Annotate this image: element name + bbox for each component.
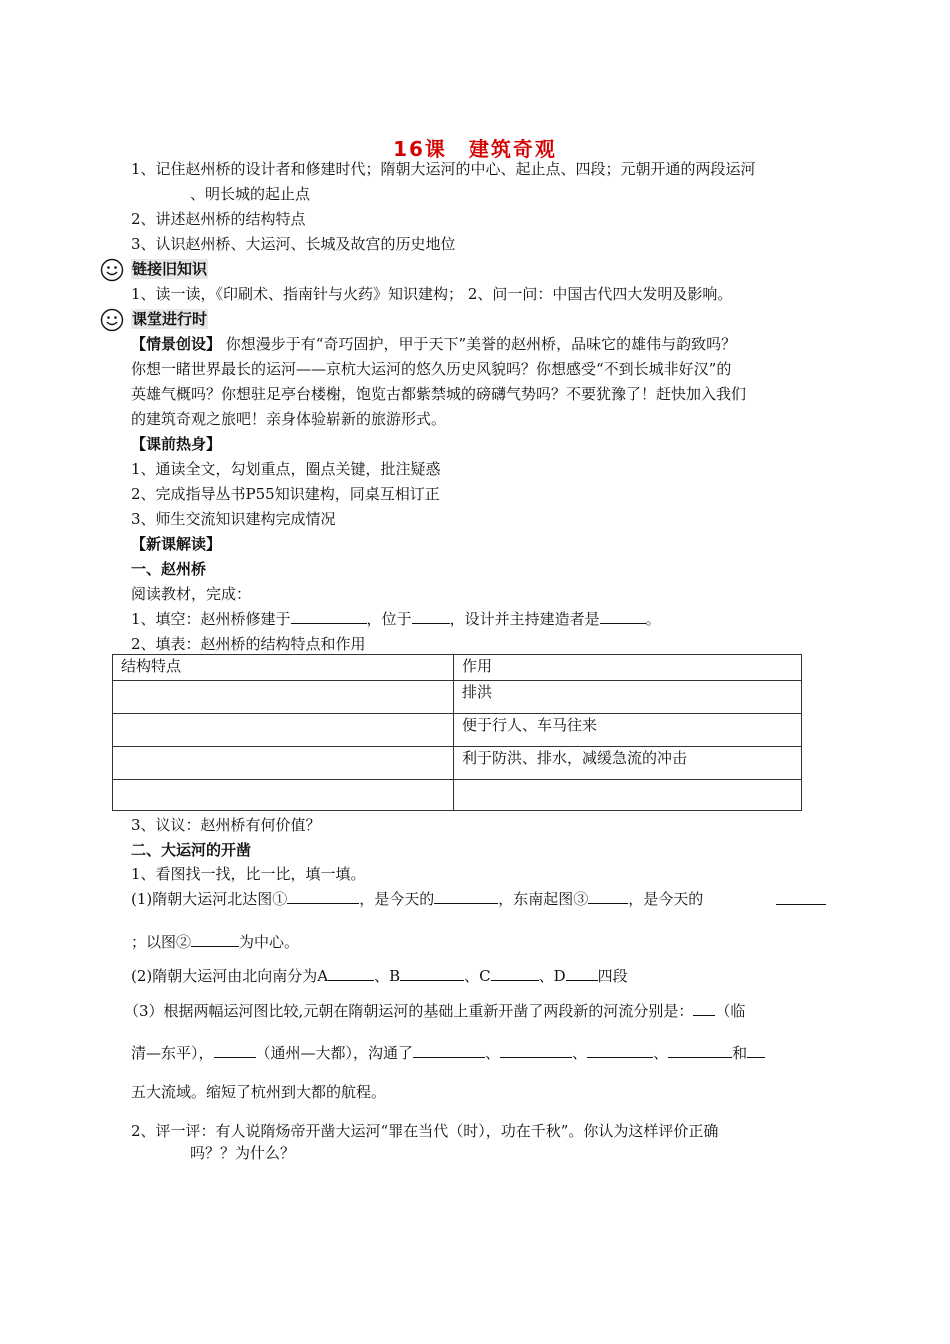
answer-blank[interactable]	[600, 609, 646, 624]
q3-sep: 、	[485, 1044, 501, 1062]
answer-blank[interactable]	[491, 966, 539, 981]
look-instruction: 1、看图找一找，比一比，填一填。	[131, 865, 366, 883]
objective-1-line2: 、明长城的起止点	[190, 185, 311, 203]
answer-blank[interactable]	[500, 1043, 572, 1058]
warmup-item-2: 2、完成指导丛书P55知识建构，同桌互相订正	[131, 485, 440, 503]
table-cell: 便于行人、车马往来	[454, 714, 802, 747]
q3-text-2b: （通州—大都），沟通了	[255, 1044, 414, 1062]
table-cell[interactable]	[113, 747, 454, 780]
objective-3: 3、认识赵州桥、大运河、长城及故宫的历史地位	[131, 235, 456, 253]
evaluate-question-line1: 2、评一评：有人说隋炀帝开凿大运河“罪在当代（时），功在千秋”。你认为这样评价正确	[131, 1122, 719, 1140]
fill1-text-a: 1、填空：赵州桥修建于	[131, 610, 291, 628]
answer-blank[interactable]	[191, 932, 239, 947]
answer-blank[interactable]	[588, 889, 628, 904]
table-row	[113, 747, 802, 780]
table-row	[113, 714, 802, 747]
answer-blank[interactable]	[587, 1043, 653, 1058]
q2-text-a: (2)隋朝大运河由北向南分为A	[131, 967, 329, 985]
warmup-label: 【课前热身】	[131, 435, 222, 453]
q3-sep: 、	[572, 1044, 588, 1062]
page-title: 16课 建筑奇观	[393, 137, 557, 161]
warmup-item-1: 1、通读全文，勾划重点，圈点关键，批注疑惑	[131, 460, 441, 478]
answer-blank[interactable]	[287, 889, 359, 904]
smiley-icon	[100, 308, 124, 332]
canal-question-3-line3: 五大流域。缩短了杭州到大都的航程。	[131, 1083, 387, 1101]
bridge-structure-table	[112, 654, 802, 811]
q3-sep: 、	[653, 1044, 669, 1062]
section-1-title: 一、赵州桥	[131, 560, 207, 578]
table-header-cell: 结构特点	[113, 655, 454, 681]
scenario-text-1: 你想漫步于有“奇巧固护，甲于天下”美誉的赵州桥，品味它的雄伟与韵致吗？	[221, 335, 737, 353]
fill-question-2: 2、填表：赵州桥的结构特点和作用	[131, 635, 366, 653]
scenario-line1	[131, 334, 736, 354]
q1-text-f: 为中心。	[239, 933, 300, 951]
answer-blank[interactable]	[412, 609, 450, 624]
new-lesson-label: 【新课解读】	[131, 535, 222, 553]
table-header-cell: 作用	[454, 655, 802, 681]
q2-text-d: 、D	[538, 967, 566, 985]
table-row	[113, 681, 802, 714]
q3-text-2d: 和	[732, 1044, 748, 1062]
canal-question-2	[131, 966, 628, 986]
table-header-row	[113, 655, 802, 681]
answer-blank[interactable]	[566, 966, 598, 981]
smiley-icon	[100, 258, 124, 282]
q3-text-2a: 清—东平），	[131, 1044, 214, 1062]
scenario-label: 【情景创设】	[131, 335, 222, 353]
answer-blank[interactable]	[434, 889, 498, 904]
answer-blank[interactable]	[413, 1043, 485, 1058]
q1-text-b: ，是今天的	[359, 890, 435, 908]
table-cell[interactable]	[113, 681, 454, 714]
q2-text-c: 、C	[464, 967, 491, 985]
table-cell[interactable]	[454, 780, 802, 811]
table-cell: 排洪	[454, 681, 802, 714]
q3-text-1: （3）根据两幅运河图比较,元朝在隋朝运河的基础上重新开凿了两段新的河流分别是：	[124, 1002, 694, 1020]
fill1-text-d: 。	[645, 610, 661, 628]
table-cell: 利于防洪、排水，减缓急流的冲击	[454, 747, 802, 780]
read-instruction: 阅读教材，完成：	[131, 585, 252, 603]
scenario-line2: 你想一睹世界最长的运河——京杭大运河的悠久历史风貌吗？你想感受“不到长城非好汉”的	[131, 360, 732, 378]
evaluate-question-line2: 吗？？为什么？	[190, 1144, 296, 1162]
warmup-item-3: 3、师生交流知识建构完成情况	[131, 510, 336, 528]
canal-question-1-cont	[131, 932, 299, 952]
canal-question-1	[131, 889, 703, 909]
answer-blank[interactable]	[776, 890, 826, 905]
canal-question-3-line2	[131, 1043, 765, 1063]
answer-blank[interactable]	[291, 609, 367, 624]
fill-question-1	[131, 609, 661, 629]
canal-question-3-line1	[124, 1001, 745, 1021]
q1-text-e: ；以图②	[131, 933, 192, 951]
answer-blank[interactable]	[693, 1001, 715, 1016]
discuss-question: 3、议议：赵州桥有何价值？	[131, 816, 321, 834]
table-cell[interactable]	[113, 714, 454, 747]
section-2-title: 二、大运河的开凿	[131, 841, 252, 859]
answer-blank[interactable]	[747, 1043, 765, 1058]
table-row	[113, 780, 802, 811]
class-time-heading: 课堂进行时	[132, 310, 208, 328]
scenario-line4: 的建筑奇观之旅吧！亲身体验崭新的旅游形式。	[131, 410, 447, 428]
objective-1-line1: 1、记住赵州桥的设计者和修建时代；隋朝大运河的中心、起止点、四段；元朝开通的两段运河	[131, 160, 756, 178]
answer-blank[interactable]	[668, 1043, 732, 1058]
answer-blank[interactable]	[214, 1043, 256, 1058]
fill1-text-c: ，设计并主持建造者是	[449, 610, 600, 628]
q3-text-1-end: （临	[715, 1002, 746, 1020]
answer-blank[interactable]	[328, 966, 374, 981]
fill1-text-b: ，位于	[366, 610, 412, 628]
q2-text-b: 、B	[374, 967, 401, 985]
answer-blank[interactable]	[400, 966, 464, 981]
objective-2: 2、讲述赵州桥的结构特点	[131, 210, 306, 228]
q1-text-d: ，是今天的	[628, 890, 704, 908]
link-old-heading: 链接旧知识	[132, 260, 208, 278]
q1-text-c: ，东南起图③	[498, 890, 589, 908]
q2-text-e: 四段	[597, 967, 628, 985]
q1-text-a: (1)隋朝大运河北达图①	[131, 890, 288, 908]
link-old-text: 1、读一读，《印刷术、指南针与火药》知识建构； 2、问一问：中国古代四大发明及影响。	[131, 285, 733, 303]
table-cell[interactable]	[113, 780, 454, 811]
scenario-line3: 英雄气概吗？你想驻足亭台楼榭，饱览古都紫禁城的磅礴气势吗？不要犹豫了！赶快加入我们	[131, 385, 747, 403]
